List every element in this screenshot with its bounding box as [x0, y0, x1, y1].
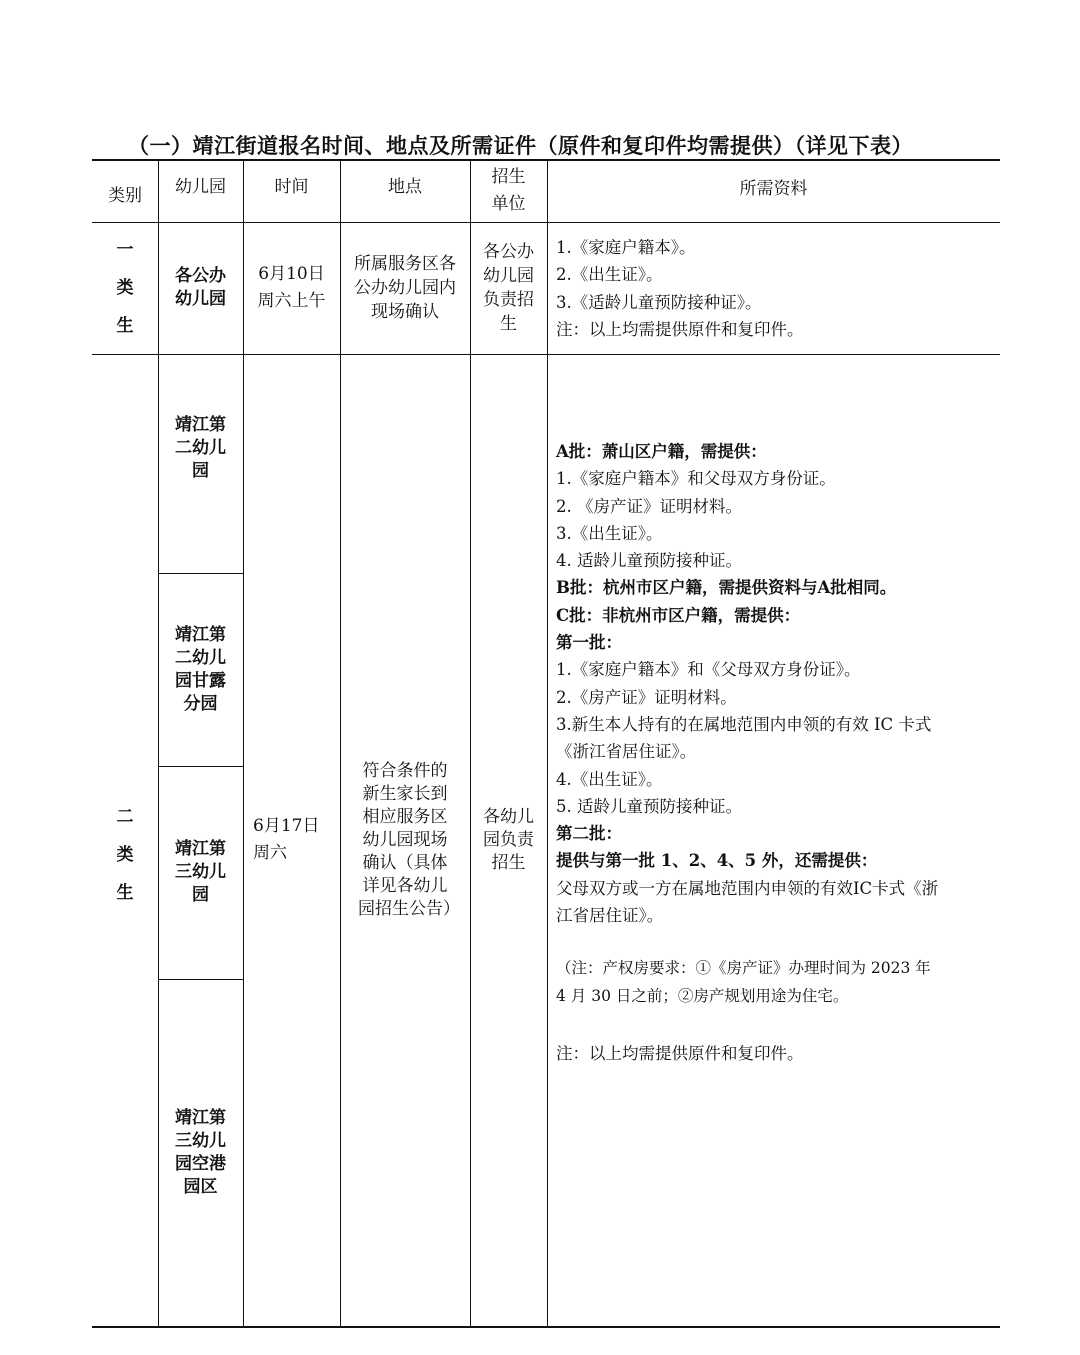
row1-location: 所属服务区各公办幼儿园内现场确认	[354, 254, 456, 322]
table-bottom-border	[92, 1326, 1000, 1328]
row2-location: 符合条件的新生家长到相应服务区幼儿园现场确认（具体详见各幼儿园招生公告）	[358, 760, 460, 919]
row2-material-item: 父母双方或一方在属地范围内申领的有效IC卡式《浙	[556, 878, 939, 898]
col-divider-5	[547, 160, 548, 1327]
row2-material-item: 3.新生本人持有的在属地范围内申领的有效 IC 卡式	[556, 714, 932, 734]
row1-category-char: 生	[116, 316, 134, 336]
row1-time: 6月10日周六上午	[257, 264, 326, 311]
row2-property-note: （注：产权房要求：①《房产证》办理时间为 2023 年	[556, 959, 931, 978]
row2-material-item: 第一批：	[556, 633, 622, 653]
row1-material-item: 1.《家庭户籍本》。	[556, 238, 696, 257]
row2-category-char: 类	[116, 845, 134, 865]
row2-material-item: 1.《家庭户籍本》和《父母双方身份证》。	[556, 660, 861, 680]
row2-final-note: 注：以上均需提供原件和复印件。	[556, 1043, 804, 1063]
row2-material-item: 2. 《房产证》证明材料。	[556, 496, 742, 516]
header-category: 类别	[108, 185, 142, 206]
header-unit: 招生单位	[491, 167, 526, 214]
row2-materials	[556, 438, 938, 1067]
row2-unit: 各幼儿园负责招生	[483, 806, 534, 873]
header-materials: 所需资料	[739, 178, 808, 199]
header-location: 地点	[388, 176, 422, 197]
row2-category-char: 生	[116, 883, 134, 903]
row2-kindergarten-1: 靖江第二幼儿园	[175, 415, 226, 481]
row2-material-item: 《浙江省居住证》。	[556, 742, 697, 762]
row2-material-item: C批：非杭州市区户籍，需提供：	[556, 605, 801, 625]
row2-material-item: 江省居住证》。	[556, 906, 664, 926]
row2-category-char: 二	[116, 807, 134, 827]
row2-material-item: 提供与第一批 1、2、4、5 外，还需提供：	[556, 851, 878, 871]
row2-kindergarten-2: 靖江第二幼儿园甘露分园	[175, 624, 226, 714]
header-time: 时间	[274, 176, 309, 197]
row2-material-item: A批：萧山区户籍，需提供：	[556, 442, 767, 461]
row2-material-item: 3.《出生证》。	[556, 523, 663, 543]
row2-time: 6月17日周六	[253, 816, 320, 863]
row1-materials	[556, 234, 804, 343]
row2-material-item: 5. 适龄儿童预防接种证。	[556, 796, 742, 816]
row1-unit: 各公办幼儿园负责招生	[483, 242, 534, 334]
row1-category-char: 类	[116, 278, 134, 298]
row1-material-item: 3.《适龄儿童预防接种证》。	[556, 292, 762, 312]
row2-material-item: 4. 适龄儿童预防接种证。	[556, 551, 742, 571]
row2-kindergarten-3: 靖江第三幼儿园	[175, 839, 226, 905]
row1-material-item: 2.《出生证》。	[556, 265, 663, 285]
row2-material-item: 1.《家庭户籍本》和父母双方身份证。	[556, 469, 836, 489]
row1-kindergarten: 各公办幼儿园	[175, 266, 226, 309]
row1-category-char: 一	[116, 240, 134, 260]
row1-category	[92, 222, 158, 354]
row2-material-item: 4.《出生证》。	[556, 769, 663, 789]
row1-material-item: 注：以上均需提供原件和复印件。	[556, 319, 804, 339]
row2-material-item: 2.《房产证》证明材料。	[556, 687, 737, 707]
row2-material-item: 第二批：	[556, 824, 622, 844]
page-title: （一）靖江街道报名时间、地点及所需证件（原件和复印件均需提供）（详见下表）	[128, 133, 913, 158]
row2-property-note: 4 月 30 日之前；②房产规划用途为住宅。	[556, 986, 849, 1005]
row2-kindergarten-4: 靖江第三幼儿园空港园区	[175, 1107, 226, 1197]
row2-material-item: B批：杭州市区户籍，需提供资料与A批相同。	[556, 578, 897, 598]
header-kindergarten: 幼儿园	[175, 176, 226, 197]
row2-category	[92, 795, 158, 915]
